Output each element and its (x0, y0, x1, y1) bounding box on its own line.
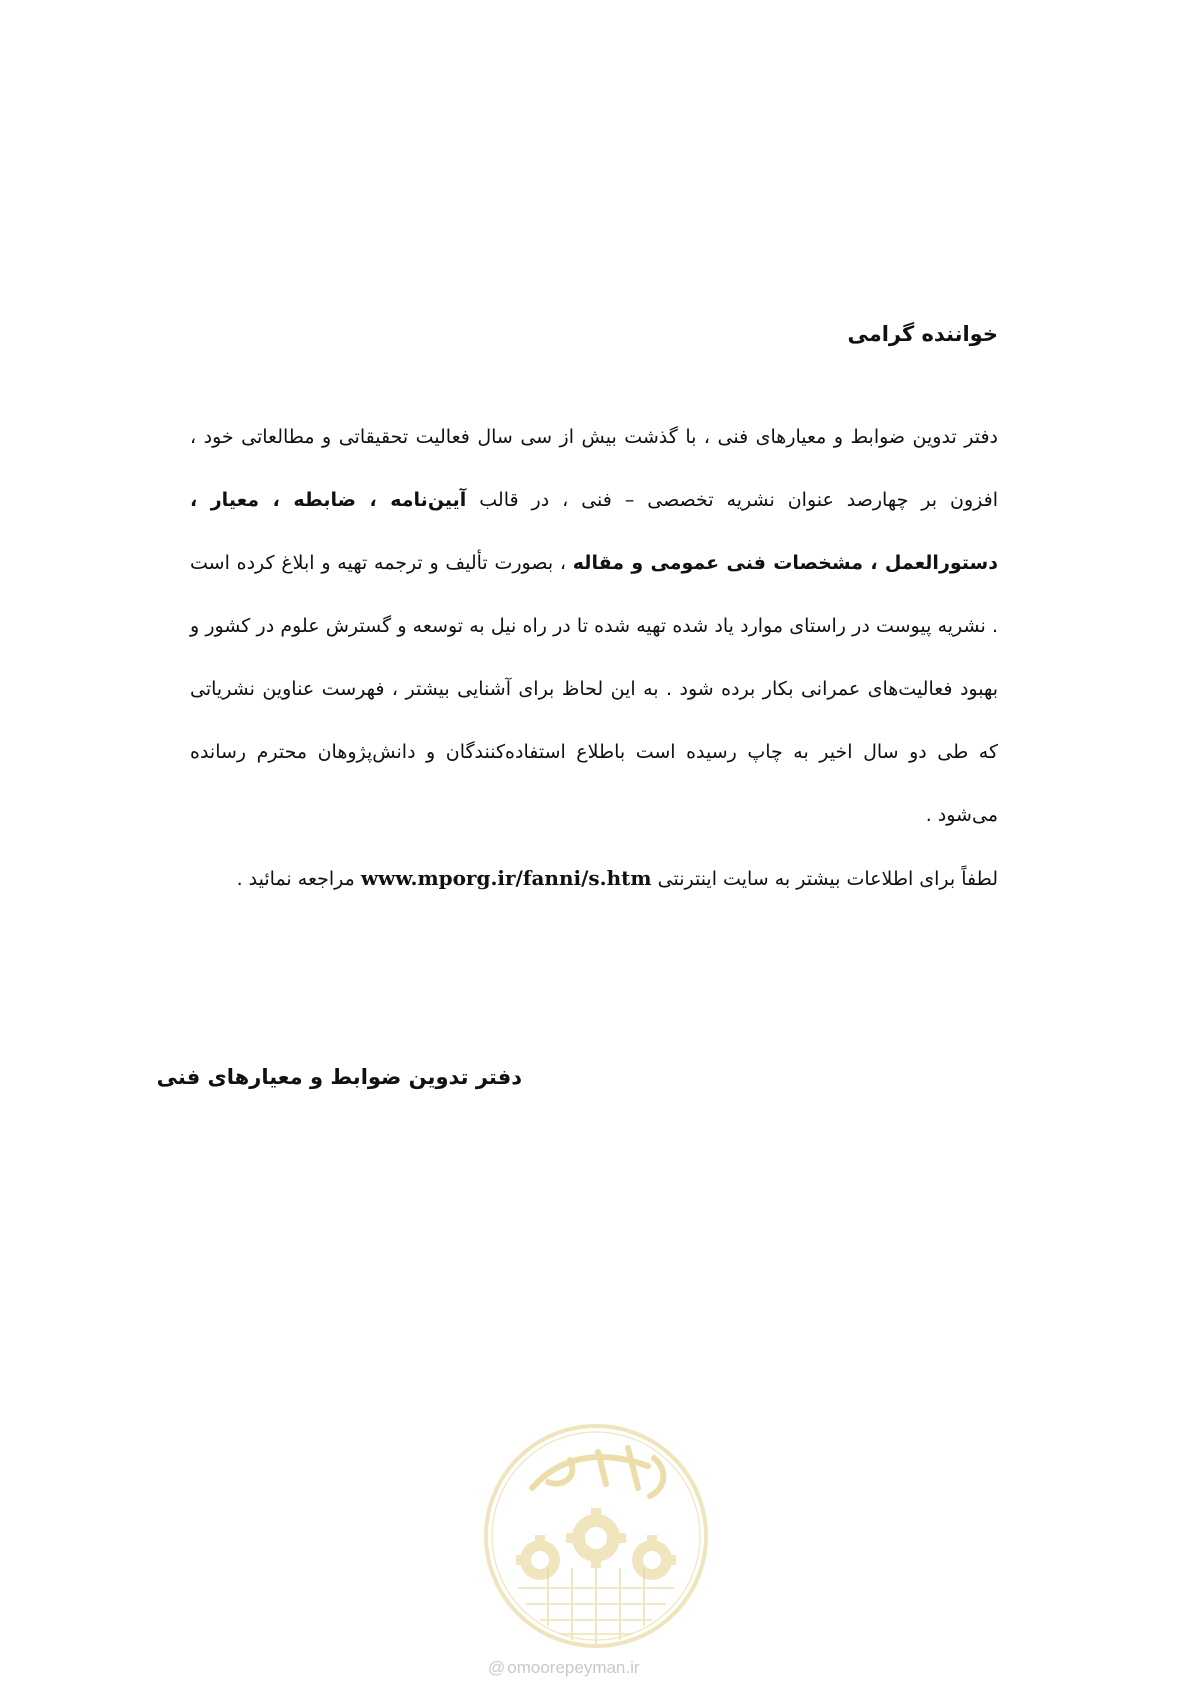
intro-text-part2: ، بصورت تألیف و ترجمه تهیه و ابلاغ کرده است . نشریه پیوست در راستای موارد یاد شده تهیه شده تا در راه نیل به توسعه و گسترش علوم در کشور و بهبود فعالیت‌های عمرانی بکار برده شود . به این لحاظ برای آشنایی بیشتر ، فهرست عناوین نشریاتی که طی دو سال اخیر به چاپ رسیده است باطلاع استفاده‌کنندگان و دانش‌پژوهان محترم رسانده می‌شود . (190, 552, 998, 826)
at-icon: @ (488, 1658, 506, 1677)
website-paragraph (190, 848, 998, 909)
watermark (488, 1658, 718, 1678)
intro-bold-publication-types: آیین‌نامه ، ضابطه ، معیار ، دستورالعمل ، مشخصات فنی عمومی و مقاله (190, 489, 998, 574)
signature-office-name: دفتر تدوین ضوابط و معیارهای فنی (156, 1065, 522, 1089)
watermark-text: omoorepeyman.ir (507, 1658, 640, 1677)
omoorepeyman-stamp-logo (478, 1418, 714, 1654)
website-url-link[interactable]: www.mporg.ir/fanni/s.htm (360, 866, 652, 890)
website-text-part1: لطفاً برای اطلاعات بیشتر به سایت اینترنتی (651, 868, 998, 890)
document-heading: خواننده گرامی (847, 322, 998, 346)
website-text-part2: مراجعه نمائید . (236, 868, 361, 890)
intro-paragraph (190, 406, 998, 847)
intro-text-part1: دفتر تدوین ضوابط و معیارهای فنی ، با گذشت بیش از سی سال فعالیت تحقیقاتی و مطالعاتی خود ، افزون بر چهارصد عنوان نشریه تخصصی – فنی ، در قالب (190, 426, 998, 511)
